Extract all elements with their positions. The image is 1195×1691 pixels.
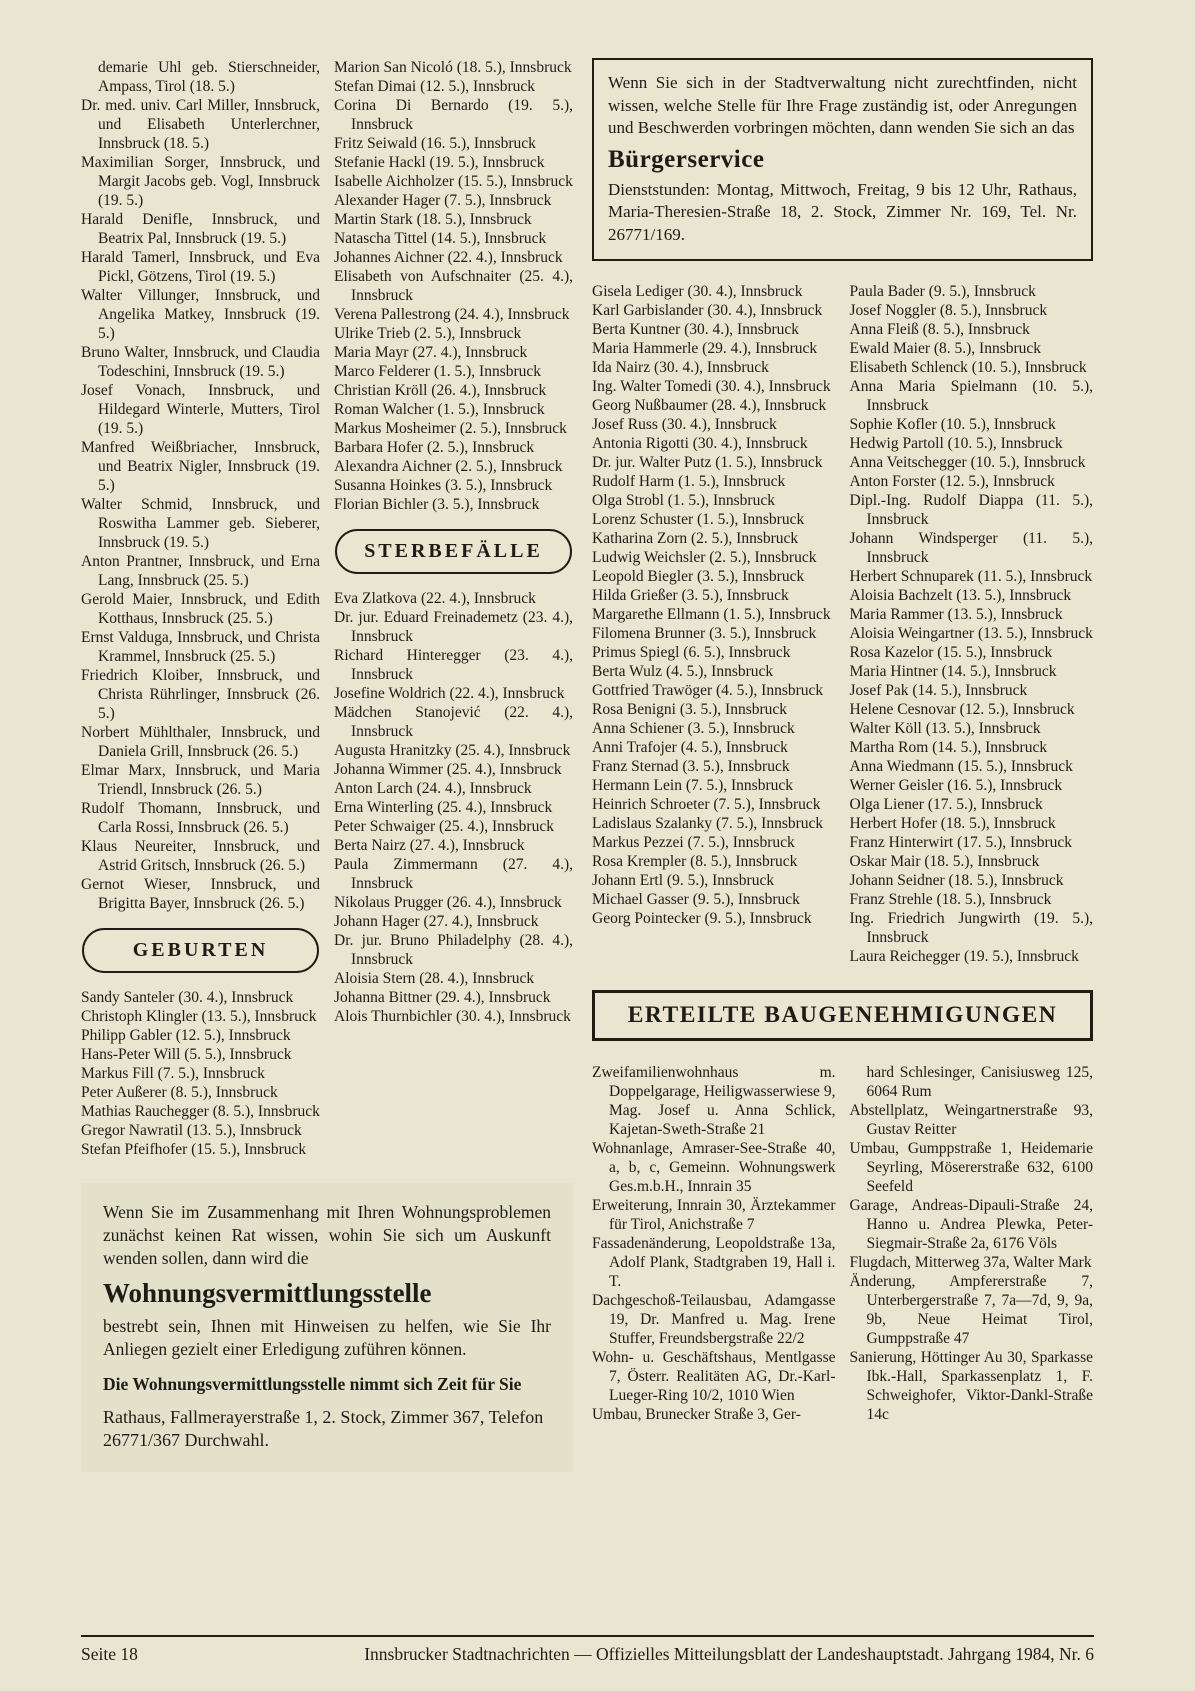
death-entry: Anna Schiener (3. 5.), Innsbruck [592,720,795,737]
marriage-entry: Rudolf Thomann, Innsbruck, und Carla Rossi, Innsbruck (26. 5.) [81,800,320,836]
birth-entry: Stefan Pfeifhofer (15. 5.), Innsbruck [81,1141,307,1158]
death-entry: Paula Zimmermann (27. 4.), Innsbruck [334,856,573,892]
buergerservice-intro: Wenn Sie sich in der Stadtverwaltung nicht zurechtfinden, nicht wissen, welche Stelle für Ihre Frage zuständig ist, oder Anregungen und Beschwerden vorbringen möchten, dann wenden Sie sich an das [608,73,1077,137]
death-entry: Nikolaus Prugger (26. 4.), Innsbruck [334,894,562,911]
death-entry: Berta Wulz (4. 5.), Innsbruck [592,663,774,680]
birth-entry: Philipp Gabler (12. 5.), Innsbruck [81,1027,291,1044]
birth-entry: Markus Mosheimer (2. 5.), Innsbruck [334,420,567,437]
death-entry: Josef Pak (14. 5.), Innsbruck [849,682,1028,699]
birth-entry: Gregor Nawratil (13. 5.), Innsbruck [81,1122,302,1139]
death-entry: Alois Thurnbichler (30. 4.), Innsbruck [334,1008,571,1025]
death-entry: Michael Gasser (9. 5.), Innsbruck [592,891,800,908]
death-entry: Aloisia Weingartner (13. 5.), Innsbruck [849,625,1093,642]
death-entry: Franz Hinterwirt (17. 5.), Innsbruck [849,834,1073,851]
births-section-header: GEBURTEN [82,928,319,973]
death-entry: Erna Winterling (25. 4.), Innsbruck [334,799,553,816]
birth-entry: Marion San Nicoló (18. 5.), Innsbruck [334,59,572,76]
birth-entry: Alexander Hager (7. 5.), Innsbruck [334,192,552,209]
birth-entry: Elisabeth von Aufschnaiter (25. 4.), Innsbruck [334,268,573,304]
death-entry: Mädchen Stanojević (22. 4.), Innsbruck [334,704,573,740]
death-entry: Josefine Woldrich (22. 4.), Innsbruck [334,685,565,702]
death-entry: Paula Bader (9. 5.), Innsbruck [849,283,1036,300]
death-entry: Markus Pezzei (7. 5.), Innsbruck [592,834,795,851]
death-entry: Olga Liener (17. 5.), Innsbruck [849,796,1043,813]
marriage-entry: Friedrich Kloiber, Innsbruck, und Christa Rührlinger, Innsbruck (26. 5.) [81,667,320,722]
marriage-entry: Bruno Walter, Innsbruck, und Claudia Todeschini, Innsbruck (19. 5.) [81,344,320,380]
housing-office-intro: Wenn Sie im Zusammenhang mit Ihren Wohnungsproblemen zunächst keinen Rat wissen, wohin Sie sich um Auskunft wenden sollen, dann wird die [103,1202,551,1268]
death-entry: Johann Ertl (9. 5.), Innsbruck [592,872,775,889]
death-entry: Margarethe Ellmann (1. 5.), Innsbruck [592,606,831,623]
death-entry: Anna Fleiß (8. 5.), Innsbruck [849,321,1030,338]
death-entry: Walter Köll (13. 5.), Innsbruck [849,720,1041,737]
permit-entry: Abstellplatz, Weingartnerstraße 93, Gustav Reitter [849,1102,1093,1138]
marriage-entry: Ernst Valduga, Innsbruck, und Christa Krammel, Innsbruck (25. 5.) [81,629,320,665]
death-entry: Anton Larch (24. 4.), Innsbruck [334,780,532,797]
birth-entry: Peter Außerer (8. 5.), Innsbruck [81,1084,278,1101]
death-entry: Herbert Hofer (18. 5.), Innsbruck [849,815,1056,832]
death-entry: Lorenz Schuster (1. 5.), Innsbruck [592,511,805,528]
death-entry: Richard Hinteregger (23. 4.), Innsbruck [334,647,573,683]
death-entry: Maria Hammerle (29. 4.), Innsbruck [592,340,818,357]
death-entry: Josef Russ (30. 4.), Innsbruck [592,416,777,433]
marriage-entry: Elmar Marx, Innsbruck, und Maria Triendl, Innsbruck (26. 5.) [81,762,320,798]
death-entry: Peter Schwaiger (25. 4.), Innsbruck [334,818,554,835]
death-entry: Berta Kuntner (30. 4.), Innsbruck [592,321,800,338]
death-entry: Werner Geisler (16. 5.), Innsbruck [849,777,1063,794]
deaths-columns [592,282,1093,966]
marriage-entry: Klaus Neureiter, Innsbruck, und Astrid Gritsch, Innsbruck (26. 5.) [81,838,320,874]
housing-office-title: Wohnungsvermittlungsstelle [103,1278,432,1308]
column-2 [334,58,573,1159]
death-entry: Augusta Hranitzky (25. 4.), Innsbruck [334,742,571,759]
marriages-list [81,96,320,913]
death-entry: Herbert Schnuparek (11. 5.), Innsbruck [849,568,1093,585]
permit-entry: Sanierung, Höttinger Au 30, Sparkasse Ibk.-Hall, Sparkassenplatz 1, F. Schweighofer, Viktor-Dankl-Straße 14c [849,1349,1093,1423]
page-footer [81,1635,1094,1665]
death-entry: Johann Windsperger (11. 5.), Innsbruck [849,530,1093,566]
death-entry: Antonia Rigotti (30. 4.), Innsbruck [592,435,808,452]
birth-entry: Fritz Seiwald (16. 5.), Innsbruck [334,135,536,152]
death-entry: Hermann Lein (7. 5.), Innsbruck [592,777,794,794]
permits-list-col2 [850,1101,1094,1424]
death-entry: Aloisia Stern (28. 4.), Innsbruck [334,970,535,987]
birth-entry: Mathias Rauchegger (8. 5.), Innsbruck [81,1103,320,1120]
death-entry: Maria Rammer (13. 5.), Innsbruck [849,606,1063,623]
marriage-entry: Josef Vonach, Innsbruck, und Hildegard Winterle, Mutters, Tirol (19. 5.) [81,382,320,437]
left-columns [81,58,573,1159]
death-entry: Primus Spiegl (6. 5.), Innsbruck [592,644,791,661]
marriage-entry: Walter Schmid, Innsbruck, und Roswitha Lammer geb. Sieberer, Innsbruck (19. 5.) [81,496,320,551]
building-permits-header: ERTEILTE BAUGENEHMIGUNGEN [592,990,1093,1041]
death-entry: Heinrich Schroeter (7. 5.), Innsbruck [592,796,821,813]
birth-entry: Ulrike Trieb (2. 5.), Innsbruck [334,325,522,342]
deaths-section-header: STERBEFÄLLE [335,529,572,574]
births-list-col2 [334,58,573,514]
death-entry: Rosa Benigni (3. 5.), Innsbruck [592,701,788,718]
death-entry: Georg Nußbaumer (28. 4.), Innsbruck [592,397,827,414]
page-content [81,58,1094,1472]
publication-line: Innsbrucker Stadtnachrichten — Offizielles Mitteilungsblatt der Landeshauptstadt. Jahrgang 1984, Nr. 6 [364,1644,1094,1664]
permits-column-2 [850,1063,1094,1424]
birth-entry: Isabelle Aichholzer (15. 5.), Innsbruck [334,173,573,190]
birth-entry: Martin Stark (18. 5.), Innsbruck [334,211,532,228]
birth-entry: Alexandra Aichner (2. 5.), Innsbruck [334,458,563,475]
permit-entry: Fassadenänderung, Leopoldstraße 13a, Adolf Plank, Stadtgraben 19, Hall i. T. [592,1235,836,1290]
housing-office-body: bestrebt sein, Ihnen mit Hinweisen zu helfen, wie Sie Ihr Anliegen gezielt einer Erledigung zuführen können. [103,1316,551,1359]
permits-list-col1 [592,1063,836,1424]
marriage-entry: Gernot Wieser, Innsbruck, und Brigitta Bayer, Innsbruck (26. 5.) [81,876,320,912]
death-entry: Johanna Wimmer (25. 4.), Innsbruck [334,761,562,778]
death-entry: Anna Maria Spielmann (10. 5.), Innsbruck [849,378,1093,414]
birth-entry: Roman Walcher (1. 5.), Innsbruck [334,401,545,418]
birth-entry: Christian Kröll (26. 4.), Innsbruck [334,382,547,399]
death-entry: Laura Reichegger (19. 5.), Innsbruck [849,948,1079,965]
death-entry: Johann Seidner (18. 5.), Innsbruck [849,872,1064,889]
birth-entry: Stefan Dimai (12. 5.), Innsbruck [334,78,536,95]
marriage-entry: Maximilian Sorger, Innsbruck, und Margit Jacobs geb. Vogl, Innsbruck (19. 5.) [81,154,320,209]
death-entry: Berta Nairz (27. 4.), Innsbruck [334,837,525,854]
death-entry: Ing. Walter Tomedi (30. 4.), Innsbruck [592,378,831,395]
permit-entry: Zweifamilienwohnhaus m. Doppelgarage, Heiligwasserwiese 9, Mag. Josef u. Anna Schlick, Kajetan-Sweth-Straße 21 [592,1064,836,1138]
birth-entry: Corina Di Bernardo (19. 5.), Innsbruck [334,97,573,133]
buergerservice-title: Bürgerservice [608,145,765,173]
death-entry: Franz Strehle (18. 5.), Innsbruck [849,891,1052,908]
marriage-entry: Harald Denifle, Innsbruck, und Beatrix Pal, Innsbruck (19. 5.) [81,211,320,247]
birth-entry: Stefanie Hackl (19. 5.), Innsbruck [334,154,545,171]
permit-entry: Umbau, Brunecker Straße 3, Ger- [592,1406,801,1423]
death-entry: Aloisia Bachzelt (13. 5.), Innsbruck [849,587,1072,604]
death-entry: Ewald Maier (8. 5.), Innsbruck [849,340,1042,357]
housing-office-box [81,1183,573,1472]
death-entry: Martha Rom (14. 5.), Innsbruck [849,739,1048,756]
death-entry: Ing. Friedrich Jungwirth (19. 5.), Innsbruck [849,910,1093,946]
deaths-list-col3 [850,282,1094,966]
death-entry: Anton Forster (12. 5.), Innsbruck [849,473,1055,490]
death-entry: Johanna Bittner (29. 4.), Innsbruck [334,989,551,1006]
death-entry: Eva Zlatkova (22. 4.), Innsbruck [334,590,536,607]
birth-entry: Maria Mayr (27. 4.), Innsbruck [334,344,528,361]
death-entry: Franz Sternad (3. 5.), Innsbruck [592,758,790,775]
permit-entry: Wohnanlage, Amraser-See-Straße 40, a, b, c, Gemeinn. Wohnungswerk Ges.m.b.H., Innrain 35 [592,1140,836,1195]
births-list-col1 [81,988,320,1159]
death-entry: Dr. jur. Walter Putz (1. 5.), Innsbruck [592,454,823,471]
permit-entry: Änderung, Ampfererstraße 7, Unterbergerstraße 7, 7a—7d, 9, 9a, 9b, Neue Heimat Tirol, Gumppstraße 47 [849,1273,1093,1347]
column-3 [592,282,836,966]
buergerservice-details: Dienststunden: Montag, Mittwoch, Freitag, 9 bis 12 Uhr, Rathaus, Maria-Theresien-Straße 18, 2. Stock, Zimmer Nr. 169, Tel. Nr. 26771/169. [608,179,1077,244]
birth-entry: Johannes Aichner (22. 4.), Innsbruck [334,249,563,266]
birth-entry: Hans-Peter Will (5. 5.), Innsbruck [81,1046,292,1063]
permit-entry: Flugdach, Mitterweg 37a, Walter Mark [849,1254,1092,1271]
death-entry: Karl Garbislander (30. 4.), Innsbruck [592,302,823,319]
death-entry: Helene Cesnovar (12. 5.), Innsbruck [849,701,1075,718]
permit-entry: Erweiterung, Innrain 30, Ärztekammer für Tirol, Anichstraße 7 [592,1197,836,1233]
death-entry: Maria Hintner (14. 5.), Innsbruck [849,663,1057,680]
permit-entry: Garage, Andreas-Dipauli-Straße 24, Hanno u. Andrea Plewka, Peter-Siegmair-Straße 2a, 6176 Völs [849,1197,1093,1252]
death-entry: Elisabeth Schlenck (10. 5.), Innsbruck [849,359,1087,376]
marriage-entry: Anton Prantner, Innsbruck, und Erna Lang, Innsbruck (25. 5.) [81,553,320,589]
marriage-entry: Gerold Maier, Innsbruck, und Edith Kotthaus, Innsbruck (25. 5.) [81,591,320,627]
death-entry: Dipl.-Ing. Rudolf Diappa (11. 5.), Innsbruck [849,492,1093,528]
column-4 [850,282,1094,966]
marriage-entry-continuation: demarie Uhl geb. Stierschneider, Ampass, Tirol (18. 5.) [98,59,320,95]
birth-entry: Florian Bichler (3. 5.), Innsbruck [334,496,540,513]
housing-office-address: Rathaus, Fallmerayerstraße 1, 2. Stock, Zimmer 367, Telefon 26771/367 Durchwahl. [103,1407,544,1450]
deaths-list-col1 [334,589,573,1026]
permits-column-1 [592,1063,836,1424]
birth-entry: Verena Pallestrong (24. 4.), Innsbruck [334,306,570,323]
death-entry: Ladislaus Szalanky (7. 5.), Innsbruck [592,815,824,832]
birth-entry: Marco Felderer (1. 5.), Innsbruck [334,363,542,380]
birth-entry: Barbara Hofer (2. 5.), Innsbruck [334,439,535,456]
death-entry: Dr. jur. Eduard Freinademetz (23. 4.), Innsbruck [334,609,573,645]
death-entry: Ida Nairz (30. 4.), Innsbruck [592,359,769,376]
death-entry: Anna Veitschegger (10. 5.), Innsbruck [849,454,1086,471]
permit-entry: Umbau, Gumppstraße 1, Heidemarie Seyrling, Mösererstraße 632, 6100 Seefeld [849,1140,1093,1195]
permit-entry-continuation: hard Schlesinger, Canisiusweg 125, 6064 Rum [866,1064,1093,1100]
buergerservice-box [592,58,1093,261]
death-entry: Josef Noggler (8. 5.), Innsbruck [849,302,1048,319]
birth-entry: Natascha Tittel (14. 5.), Innsbruck [334,230,547,247]
death-entry: Sophie Kofler (10. 5.), Innsbruck [849,416,1056,433]
death-entry: Hilda Grießer (3. 5.), Innsbruck [592,587,789,604]
death-entry: Rudolf Harm (1. 5.), Innsbruck [592,473,786,490]
death-entry: Dr. jur. Bruno Philadelphy (28. 4.), Innsbruck [334,932,573,968]
marriage-entry: Manfred Weißbriacher, Innsbruck, und Beatrix Nigler, Innsbruck (19. 5.) [81,439,320,494]
housing-office-highlight: Die Wohnungsvermittlungsstelle nimmt sich Zeit für Sie [103,1374,522,1394]
death-entry: Anni Trafojer (4. 5.), Innsbruck [592,739,788,756]
death-entry: Georg Pointecker (9. 5.), Innsbruck [592,910,812,927]
death-entry: Hedwig Partoll (10. 5.), Innsbruck [849,435,1063,452]
death-entry: Anna Wiedmann (15. 5.), Innsbruck [849,758,1073,775]
death-entry: Oskar Mair (18. 5.), Innsbruck [849,853,1040,870]
death-entry: Rosa Krempler (8. 5.), Innsbruck [592,853,798,870]
death-entry: Johann Hager (27. 4.), Innsbruck [334,913,539,930]
marriage-entry: Walter Villunger, Innsbruck, und Angelika Matkey, Innsbruck (19. 5.) [81,287,320,342]
marriage-entry: Harald Tamerl, Innsbruck, und Eva Pickl, Götzens, Tirol (19. 5.) [81,249,320,285]
death-entry: Olga Strobl (1. 5.), Innsbruck [592,492,775,509]
birth-entry: Sandy Santeler (30. 4.), Innsbruck [81,989,294,1006]
death-entry: Leopold Biegler (3. 5.), Innsbruck [592,568,805,585]
deaths-list-col2 [592,282,836,928]
permits-columns [592,1063,1093,1424]
death-entry: Katharina Zorn (2. 5.), Innsbruck [592,530,799,547]
left-half [81,58,573,1472]
death-entry: Filomena Brunner (3. 5.), Innsbruck [592,625,817,642]
permit-entry: Wohn- u. Geschäftshaus, Mentlgasse 7, Österr. Realitäten AG, Dr.-Karl-Lueger-Ring 10/2, 1010 Wien [592,1349,836,1404]
marriage-entry: Dr. med. univ. Carl Miller, Innsbruck, und Elisabeth Unterlerchner, Innsbruck (18. 5.) [81,97,320,152]
birth-entry: Christoph Klingler (13. 5.), Innsbruck [81,1008,317,1025]
column-1 [81,58,320,1159]
page-number: Seite 18 [81,1644,138,1664]
death-entry: Ludwig Weichsler (2. 5.), Innsbruck [592,549,817,566]
death-entry: Rosa Kazelor (15. 5.), Innsbruck [849,644,1053,661]
death-entry: Gisela Lediger (30. 4.), Innsbruck [592,283,803,300]
death-entry: Gottfried Trawöger (4. 5.), Innsbruck [592,682,824,699]
permit-entry: Dachgeschoß-Teilausbau, Adamgasse 19, Dr. Manfred u. Mag. Irene Stuffer, Freundsbergstraße 22/2 [592,1292,836,1347]
birth-entry: Susanna Hoinkes (3. 5.), Innsbruck [334,477,553,494]
birth-entry: Markus Fill (7. 5.), Innsbruck [81,1065,265,1082]
right-half [592,58,1093,1472]
marriage-entry: Norbert Mühlthaler, Innsbruck, und Daniela Grill, Innsbruck (26. 5.) [81,724,320,760]
